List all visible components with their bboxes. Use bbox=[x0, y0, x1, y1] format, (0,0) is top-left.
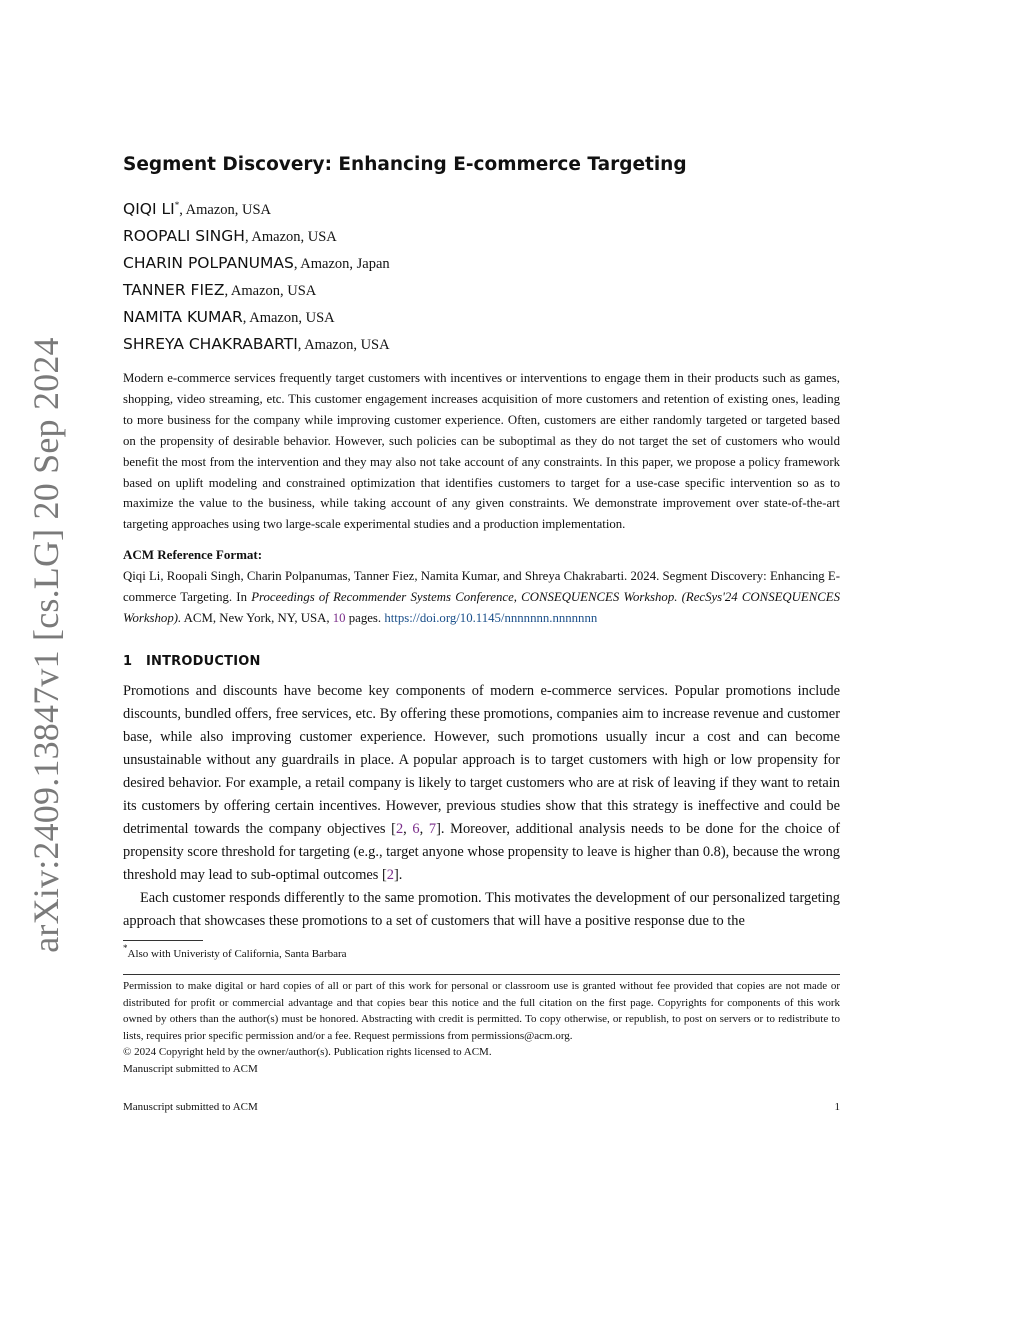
footnote-mark: * bbox=[123, 943, 128, 953]
author-affiliation: , Amazon, USA bbox=[244, 229, 337, 245]
paragraph-text: ]. Moreover, additional analysis needs to be done for the choice of propensity score threshold for targeting (e.g., target anyone whose propensity to leave is higher than 0.8), because the wrong threshold may lead to sub-optimal outcomes [ bbox=[123, 821, 840, 883]
abstract: Modern e-commerce services frequently target customers with incentives or interventions to engage them in their products such as games, shopping, video streaming, etc. This customer engagement increases acquisition of more customers and retention of existing ones, leading to more business for the company while improving customer experience. Often, customers are either randomly targeted or targeted based on the propensity of desirable behavior. However, such policies can be suboptimal as they do not target the set of customers who would benefit the most from the intervention and they may also not take account of any constraints. In this paper, we propose a policy framework based on uplift modeling and constrained optimization that identifies customers to target for a use-case specific intervention so as to maximize the value to the business, while taking account of any given constraints. We demonstrate improvement over state-of-the-art targeting approaches using two large-scale experimental studies and a production implementation. bbox=[123, 371, 840, 532]
page-footer bbox=[123, 1101, 840, 1113]
acm-reference-publisher: ACM, New York, NY, USA, bbox=[181, 610, 333, 625]
acm-reference-heading: ACM Reference Format: bbox=[123, 547, 263, 562]
arxiv-identifier: arXiv:2409.13847v1 [cs.LG] 20 Sep 2024 bbox=[26, 337, 66, 953]
author-entry bbox=[123, 196, 840, 223]
footnote bbox=[123, 943, 840, 961]
section-title: INTRODUCTION bbox=[146, 654, 261, 669]
copyright-line: © 2024 Copyright held by the owner/author(s). Publication rights licensed to ACM. bbox=[123, 1046, 492, 1059]
author-footnote-mark[interactable]: * bbox=[174, 200, 180, 210]
author-affiliation: , Amazon, USA bbox=[179, 202, 272, 218]
citation-separator: , bbox=[403, 821, 413, 837]
paragraph bbox=[123, 680, 840, 887]
citation-link[interactable]: 2 bbox=[395, 821, 404, 837]
author-entry bbox=[123, 223, 840, 250]
permission-notice bbox=[123, 978, 840, 1078]
author-name: CHARIN POLPANUMAS bbox=[123, 254, 294, 272]
citation-link[interactable]: 2 bbox=[386, 867, 394, 883]
page-count-link[interactable]: 10 bbox=[332, 610, 346, 625]
author-affiliation: , Amazon, USA bbox=[297, 337, 390, 353]
acm-reference-pages-label: pages. bbox=[345, 610, 385, 625]
author-list bbox=[123, 196, 840, 358]
citation-link[interactable]: 7 bbox=[428, 821, 437, 837]
footnote-text: Also with Univeristy of California, Santa Barbara bbox=[127, 948, 347, 960]
author-entry bbox=[123, 304, 840, 331]
page-number: 1 bbox=[834, 1101, 840, 1113]
author-name: NAMITA KUMAR bbox=[123, 308, 243, 326]
author-affiliation: , Amazon, USA bbox=[224, 283, 317, 299]
paragraph-text: ]. bbox=[393, 867, 403, 883]
acm-reference-text bbox=[123, 566, 840, 628]
paper-title: Segment Discovery: Enhancing E-commerce Targeting bbox=[123, 154, 687, 175]
author-entry bbox=[123, 331, 840, 358]
author-entry bbox=[123, 277, 840, 304]
citation-link[interactable]: 6 bbox=[412, 821, 420, 837]
author-name: ROOPALI SINGH bbox=[123, 227, 245, 245]
permission-text: Permission to make digital or hard copies of all or part of this work for personal or classroom use is granted without fee provided that copies are not made or distributed for profit or commercial advantage and that copies bear this notice and the full citation on the first page. Copyrights for components of this work owned by others than the author(s) must be honored. Abstracting with credit is permitted. To copy otherwise, or republish, to post on servers or to redistribute to lists, requires prior specific permission and/or a fee. Request permissions from permissions@acm.org. bbox=[123, 980, 840, 1042]
footer-left-text: Manuscript submitted to ACM bbox=[123, 1101, 258, 1113]
paragraph: Each customer responds differently to the same promotion. This motivates the development of our personalized targeting approach that showcases these promotions to a set of customers that will have a positive response due to the bbox=[123, 890, 840, 929]
doi-link[interactable]: https://doi.org/10.1145/nnnnnnn.nnnnnnn bbox=[384, 610, 598, 625]
introduction-body bbox=[123, 680, 840, 933]
author-name: QIQI LI bbox=[123, 200, 175, 218]
acm-reference-venue: Proceedings of Recommender Systems Conference, CONSEQUENCES Workshop. (RecSys'24 CONSEQUENCES Workshop). bbox=[123, 589, 840, 625]
permission-divider bbox=[123, 974, 840, 975]
author-entry bbox=[123, 250, 840, 277]
footnote-divider bbox=[123, 940, 203, 941]
author-name: TANNER FIEZ bbox=[123, 281, 225, 299]
section-number: 1 bbox=[123, 654, 133, 669]
author-affiliation: , Amazon, Japan bbox=[293, 256, 390, 272]
section-heading bbox=[123, 654, 840, 669]
author-name: SHREYA CHAKRABARTI bbox=[123, 335, 298, 353]
acm-reference-citation: Qiqi Li, Roopali Singh, Charin Polpanumas, Tanner Fiez, Namita Kumar, and Shreya Chakrabarti. 2024. Segment Discovery: Enhancing E-commerce Targeting. In bbox=[123, 569, 840, 604]
paragraph-text: Promotions and discounts have become key components of modern e-commerce services. Popular promotions include discounts, bundled offers, free services, etc. By offering these promotions, companies aim to increase revenue and customer base, while also improving customer experience. However, such promotions usually incur a cost and can become unsustainable without any guardrails in place. A popular approach is to target customers with high or low propensity for desired behavior. For example, a retail company is likely to target customers who are at risk of leaving if they want to retain its customers by offering certain incentives. However, previous studies show that this strategy is ineffective and could be detrimental towards the company objectives [ bbox=[123, 683, 840, 837]
author-affiliation: , Amazon, USA bbox=[242, 310, 335, 326]
manuscript-note: Manuscript submitted to ACM bbox=[123, 1062, 258, 1075]
citation-separator: , bbox=[419, 821, 429, 837]
